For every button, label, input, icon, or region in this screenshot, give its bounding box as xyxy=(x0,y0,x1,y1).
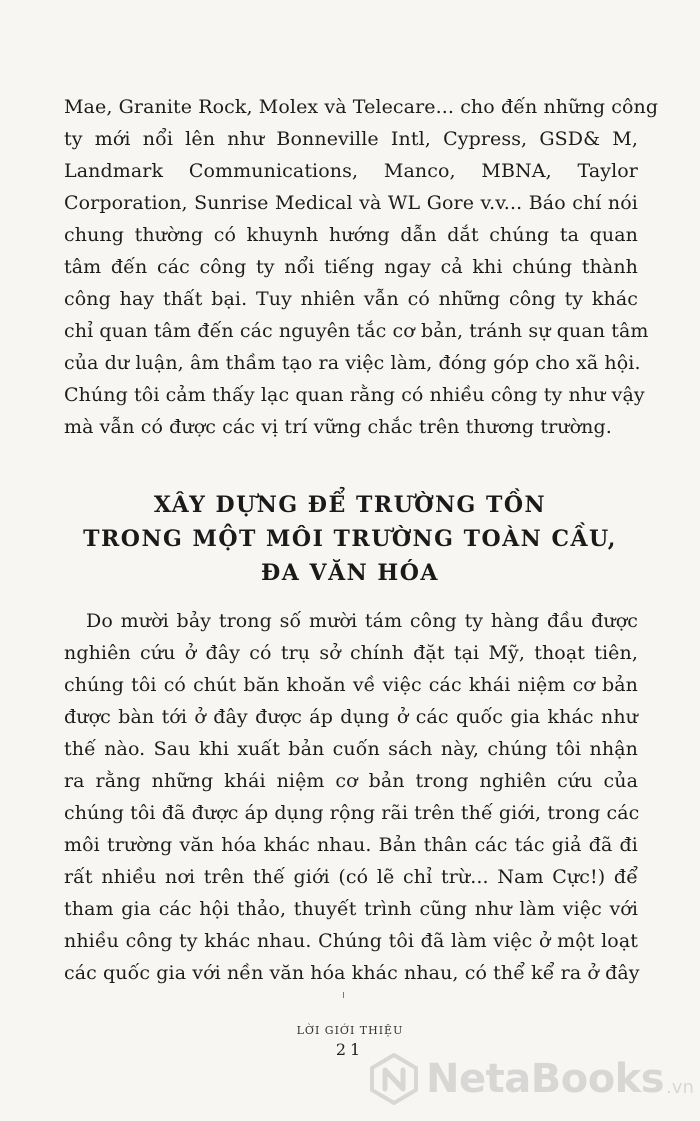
text-line: ty mới nổi lên như Bonneville Intl, Cypress, GSD& M, xyxy=(64,128,638,150)
text-line: tâm đến các công ty nổi tiếng ngay cả khi chúng thành xyxy=(64,256,638,278)
text-line: công hay thất bại. Tuy nhiên vẫn có những công ty khác xyxy=(64,288,638,310)
netabooks-logo-icon xyxy=(368,1053,420,1105)
text-line: Do mười bảy trong số mười tám công ty hàng đầu được xyxy=(86,610,638,632)
text-line: Landmark Communications, Manco, MBNA, Taylor xyxy=(64,160,638,182)
text-line: tham gia các hội thảo, thuyết trình cũng như làm việc với xyxy=(64,898,638,920)
text-line: nhiều công ty khác nhau. Chúng tôi đã làm việc ở một loạt xyxy=(64,930,638,952)
text-line: rất nhiều nơi trên thế giới (có lẽ chỉ trừ... Nam Cực!) để xyxy=(64,866,638,888)
heading-line: TRONG MỘT MÔI TRƯỜNG TOÀN CẦU, xyxy=(83,526,617,552)
text-line: Mae, Granite Rock, Molex và Telecare... cho đến những công xyxy=(64,96,659,118)
text-line: của dư luận, âm thầm tạo ra việc làm, đóng góp cho xã hội. xyxy=(64,352,641,374)
heading-line: XÂY DỰNG ĐỂ TRƯỜNG TỒN xyxy=(153,492,547,518)
text-line: Chúng tôi cảm thấy lạc quan rằng có nhiều công ty như vậy xyxy=(64,384,645,406)
text-line: Corporation, Sunrise Medical và WL Gore v.v... Báo chí nói xyxy=(64,192,638,214)
text-line: môi trường văn hóa khác nhau. Bản thân các tác giả đã đi xyxy=(64,834,638,856)
page-number: 21 xyxy=(335,1040,365,1059)
text-line: được bàn tới ở đây được áp dụng ở các quốc gia khác như xyxy=(64,706,638,728)
text-line: ra rằng những khái niệm cơ bản trong nghiên cứu của xyxy=(64,770,638,792)
text-line: thế nào. Sau khi xuất bản cuốn sách này, chúng tôi nhận xyxy=(64,738,638,760)
running-footer: LỜI GIỚI THIỆU xyxy=(296,1024,404,1037)
text-line: chung thường có khuynh hướng dẫn dắt chúng ta quan xyxy=(64,224,638,246)
watermark-domain: .vn xyxy=(666,1076,694,1098)
text-line: chúng tôi đã được áp dụng rộng rãi trên thế giới, trong các xyxy=(64,802,640,824)
heading-line: ĐA VĂN HÓA xyxy=(261,560,439,586)
watermark-brand: NetaBooks xyxy=(426,1056,665,1102)
text-line: chúng tôi có chút băn khoăn về việc các khái niệm cơ bản xyxy=(64,674,638,696)
netabooks-watermark xyxy=(368,1050,694,1108)
text-line: mà vẫn có được các vị trí vững chắc trên thương trường. xyxy=(64,416,612,438)
text-line: nghiên cứu ở đây có trụ sở chính đặt tại Mỹ, thoạt tiên, xyxy=(64,642,638,664)
text-line: các quốc gia với nền văn hóa khác nhau, có thể kể ra ở đây xyxy=(64,962,640,984)
print-tick-mark xyxy=(343,992,344,998)
text-line: chỉ quan tâm đến các nguyên tắc cơ bản, tránh sự quan tâm xyxy=(64,320,649,342)
